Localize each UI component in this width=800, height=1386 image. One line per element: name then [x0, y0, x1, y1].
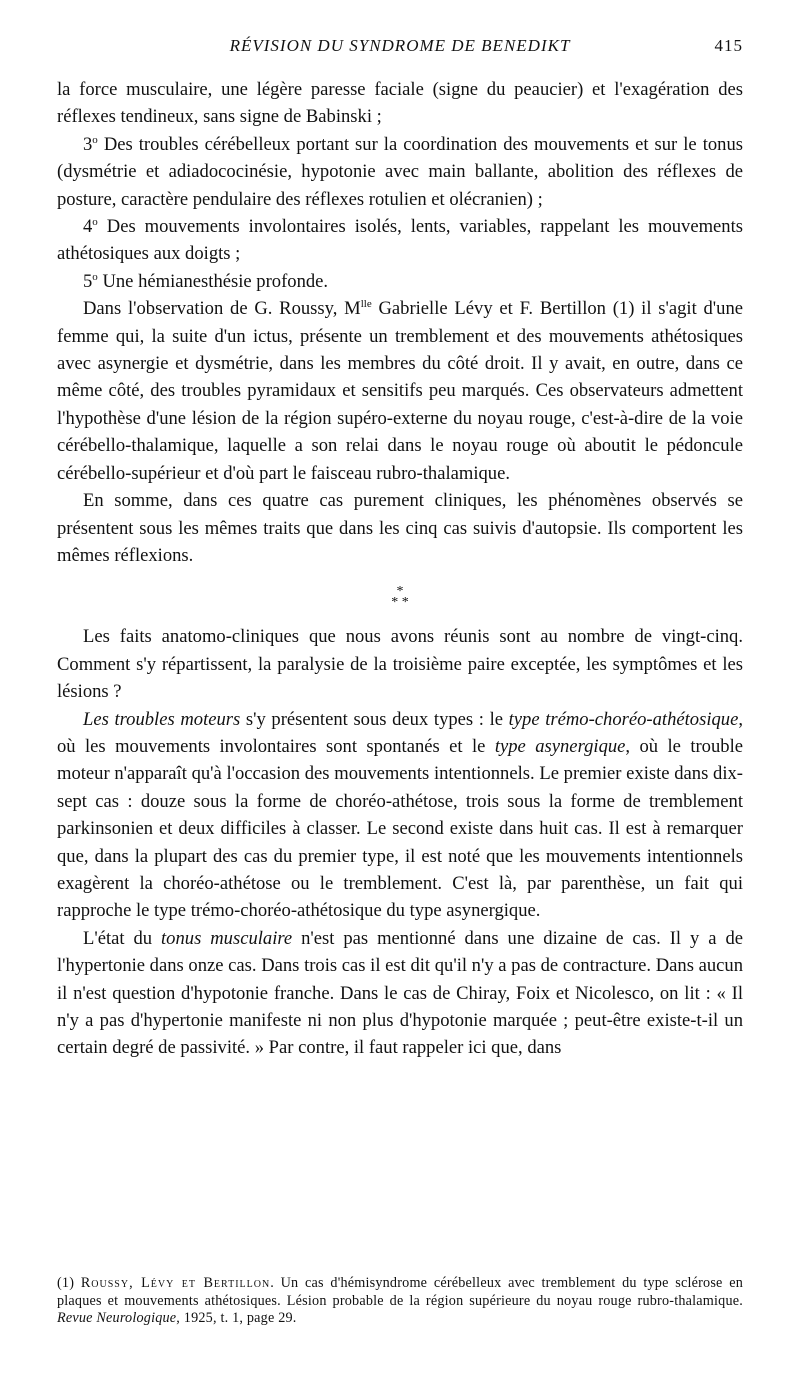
paragraph-text: s'y présentent sous deux types : le: [240, 708, 509, 730]
paragraph-text: Les faits anatomo-cliniques que nous avons réunis sont au nombre de vingt-cinq. Comment s'y répartissent, la paralysie de la troisième paire exceptée, les symptômes et les lésions ?: [57, 626, 743, 703]
paragraph-text: , où le trouble moteur n'apparaît qu'à l'occasion des mouvements intentionnels. Le premier existe dans dix-sept cas : douze sous la forme de choréo-athétose, trois sous la forme de tremblement parkinsonien et deux difficiles à classer. Le second existe dans huit cas. Il est à remarquer que, dans la plupart des cas du premier type, il est noté que les mouvements intentionnels exagèrent la choréo-athétose ou le tremblement. C'est là, par parenthèse, un fait qui rapproche le type trémo-choréo-athétosique du type asynergique.: [57, 735, 743, 922]
italic-term: tonus musculaire: [161, 927, 293, 949]
paragraph-text: , où les mouvements involontaires sont spontanés et le: [57, 708, 743, 757]
paragraph-text: Des troubles cérébelleux portant sur la coordination des mouvements et sur le tonus (dysmétrie et adiadococinésie, hypotonie avec main ballante, abolition des réflexes de posture, caractère pendulaire des réflexes rotulien et olécranien) ;: [57, 133, 743, 210]
paragraph-text: n'est pas mentionné dans une dizaine de cas. Il y a de l'hypertonie dans onze cas. Dans trois cas il est dit qu'il n'y a pas de contracture. Dans aucun il n'est question d'hypotonie franche. Dans le cas de Chiray, Foix et Nicolesco, on lit : « Il n'y a pas d'hypertonie manifeste ni non plus d'hypotonie marquée ; peut-être existe-t-il un certain degré de passivité. » Par contre, il faut rappeler ici que, dans: [57, 927, 743, 1059]
list-number: 4: [83, 216, 93, 238]
running-header: [57, 36, 743, 60]
italic-term: type asynergique: [494, 735, 626, 757]
paragraph: [57, 487, 743, 569]
paragraph-text: Gabrielle Lévy et F. Bertillon (1) il s'agit d'une femme qui, la suite d'un ictus, présente un tremblement et des mouvements athétosiques avec asynergie et dysmétrie, dans les membres du côté droit. Il y avait, en outre, dans ce même côté, des troubles pyramidaux et sensitifs peu marqués. Ces observateurs admettent l'hypothèse d'une lésion de la région supéro-externe du noyau rouge, c'est-à-dire de la voie cérébello-thalamique, laquelle a son relai dans le noyau rouge où aboutit le pédoncule cérébello-supérieur et d'où part le faisceau rubro-thalamique.: [57, 298, 743, 484]
asterism-top: *: [396, 584, 404, 600]
paragraph: [57, 213, 743, 268]
paragraph: [57, 925, 743, 1062]
paragraph-text: la force musculaire, une légère paresse faciale (signe du peaucier) et l'exagération des réflexes tendineux, sans signe de Babinski ;: [57, 79, 743, 128]
list-number: 5: [83, 270, 93, 292]
body-text: [57, 76, 743, 1062]
footnote-marker: (1): [57, 1275, 75, 1291]
paragraph-text: En somme, dans ces quatre cas purement cliniques, les phénomènes observés se présentent sous les mêmes traits que dans les cinq cas suivis d'autopsie. Ils comportent les mêmes réflexions.: [57, 490, 743, 566]
paragraph: [57, 76, 743, 131]
ordinal-marker: o: [92, 270, 98, 283]
ordinal-marker: o: [92, 133, 98, 146]
footnote-journal: Revue Neurologique: [57, 1310, 177, 1326]
paragraph: [57, 131, 743, 213]
footnote-text: , 1925, t. 1, page 29.: [176, 1310, 297, 1326]
paragraph-text: Des mouvements involontaires isolés, lents, variables, rappelant les mouvements athétosiques aux doigts ;: [57, 216, 743, 265]
footnote-text: . Un cas d'hémisyndrome cérébelleux avec tremblement du type sclérose en plaques et mouvements athétosiques. Lésion probable de la région supérieure du noyau rouge rubro-thalamique.: [57, 1275, 743, 1309]
paragraph: [57, 268, 743, 295]
italic-term: Les troubles moteurs: [83, 708, 241, 730]
page-number: 415: [714, 36, 743, 55]
title-abbreviation: lle: [360, 298, 372, 311]
footnote-authors: Roussy, Lévy et Bertillon: [80, 1275, 271, 1291]
paragraph-text: Dans l'observation de G. Roussy, M: [83, 298, 361, 320]
paragraph-text: L'état du: [83, 927, 162, 949]
footnote: [57, 1275, 743, 1328]
paragraph: [57, 295, 743, 487]
asterism-bottom: * *: [391, 595, 409, 611]
running-title: RÉVISION DU SYNDROME DE BENEDIKT: [229, 36, 571, 55]
list-number: 3: [83, 133, 93, 155]
ordinal-marker: o: [92, 215, 98, 228]
paragraph-text: Une hémianesthésie profonde.: [97, 270, 329, 292]
italic-term: type trémo-choréo-athétosique: [508, 708, 739, 730]
paragraph: [57, 623, 743, 705]
section-separator: [57, 569, 743, 623]
paragraph: [57, 706, 743, 925]
